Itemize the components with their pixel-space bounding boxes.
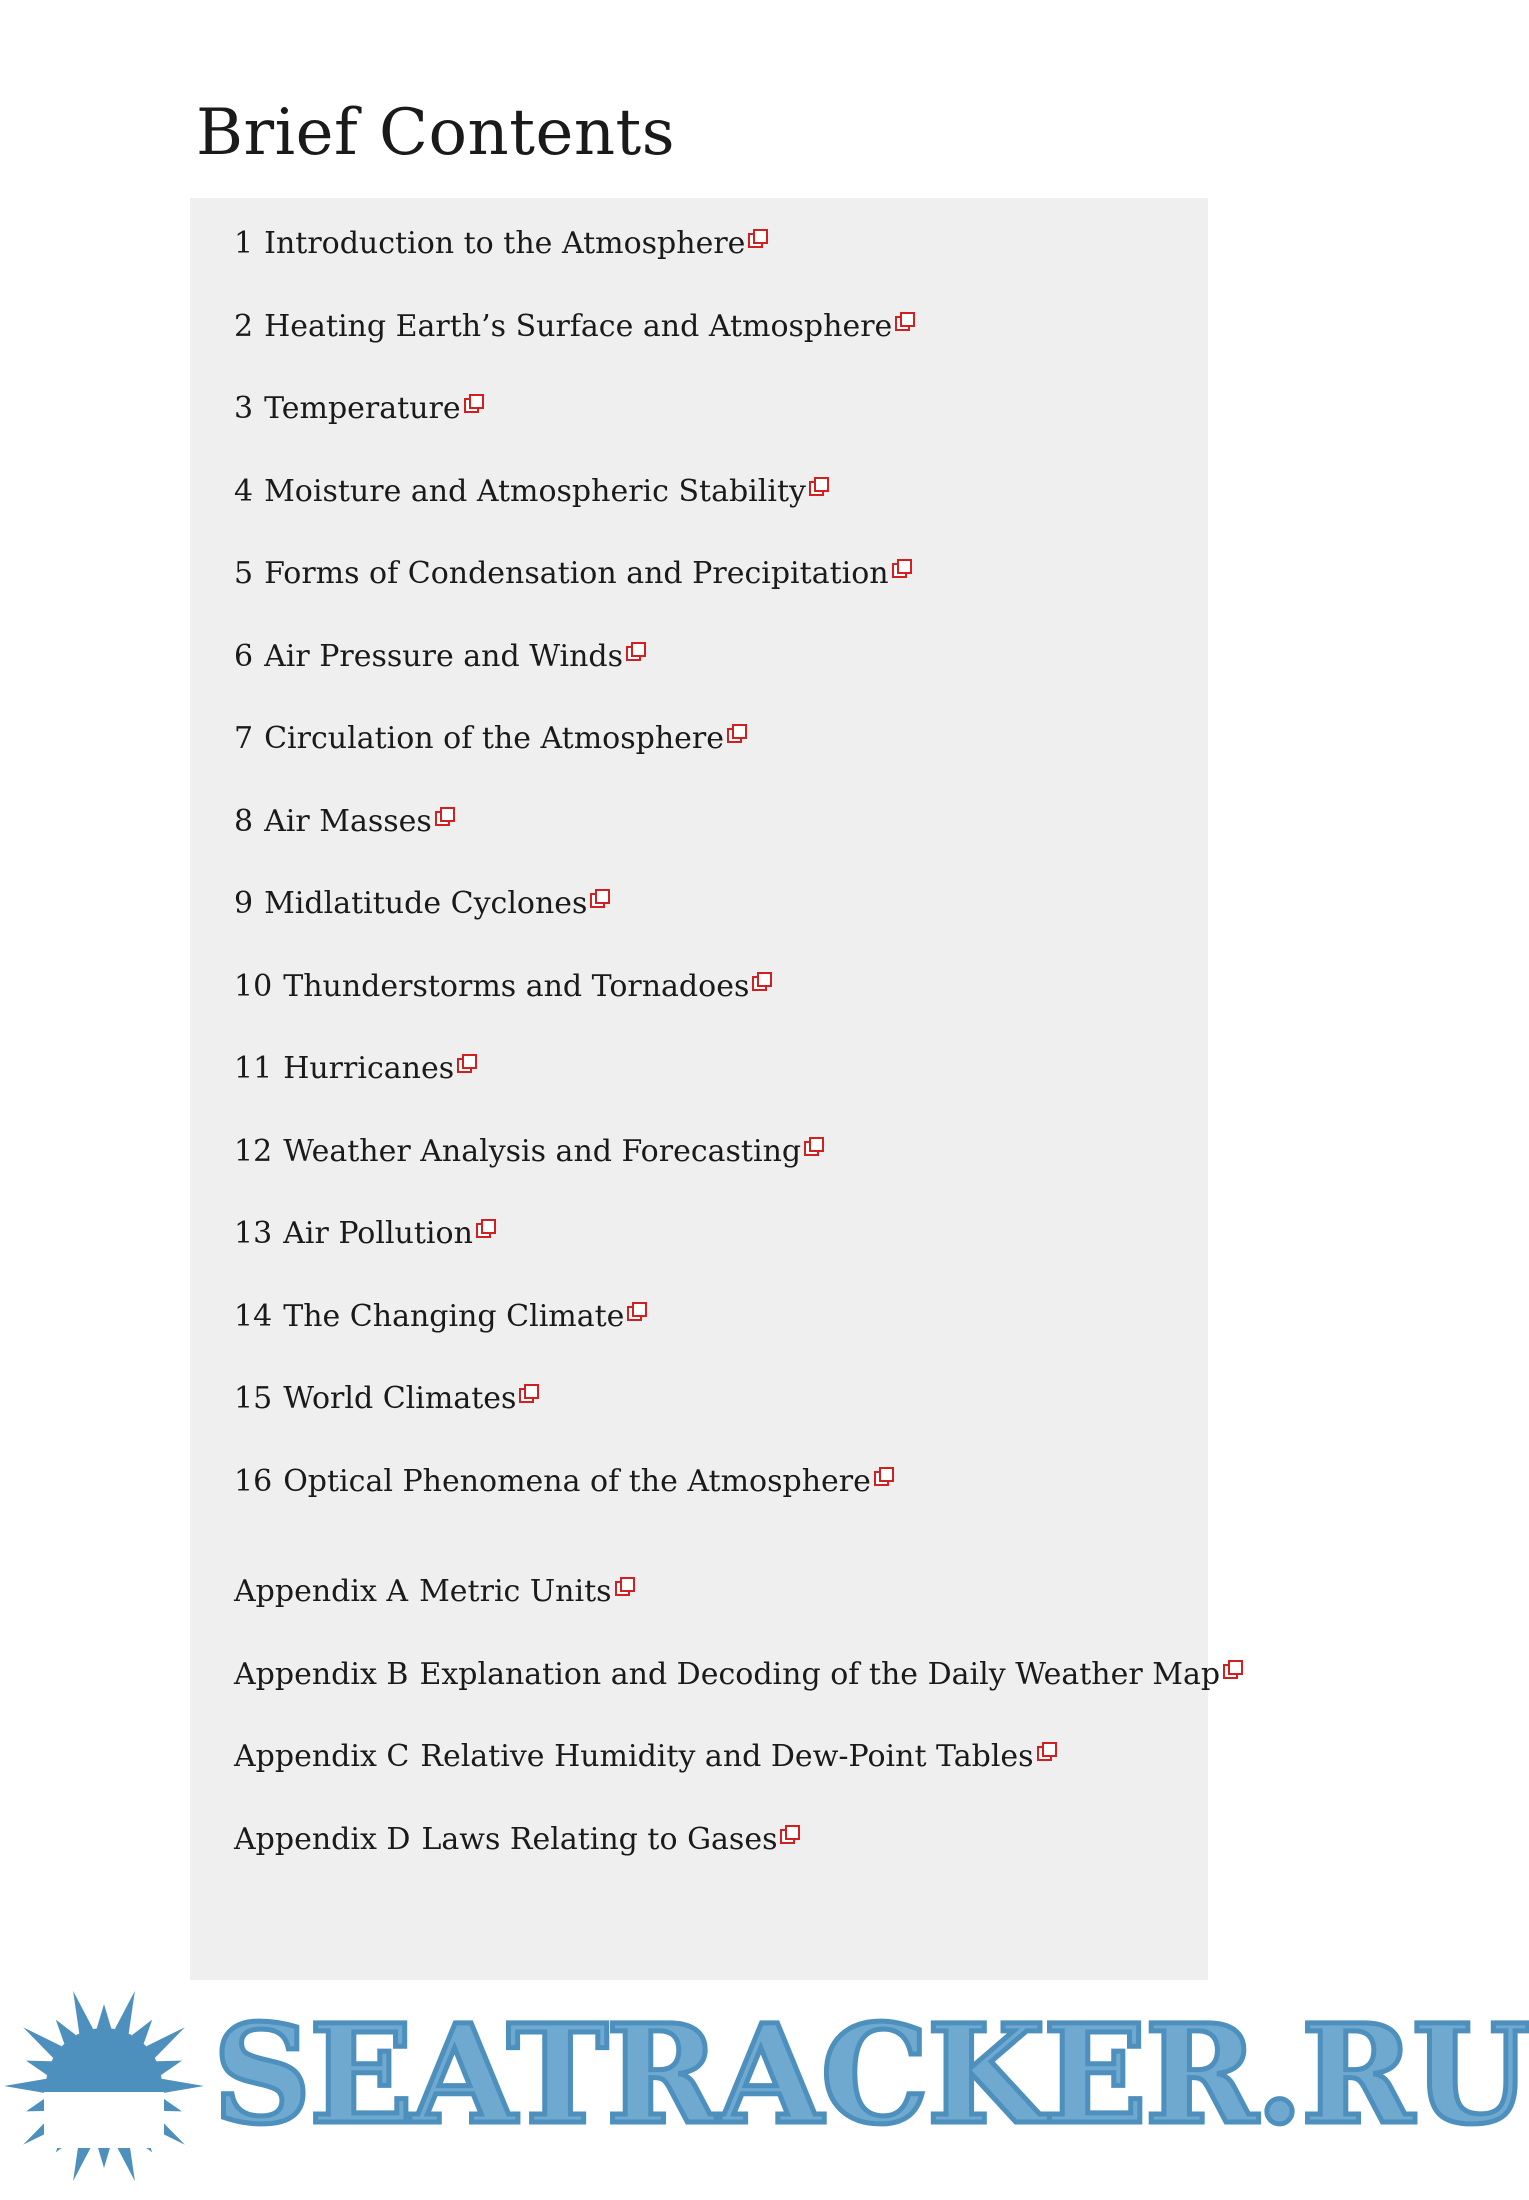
- toc-entry-title: Thunderstorms and Tornadoes: [283, 968, 750, 1004]
- external-link-icon[interactable]: [626, 642, 646, 662]
- toc-entry-title: Heating Earth’s Surface and Atmosphere: [264, 308, 893, 344]
- toc-chapter-link[interactable]: [234, 1462, 894, 1502]
- toc-entry-title: Weather Analysis and Forecasting: [283, 1133, 802, 1169]
- toc-entry-title: World Climates: [283, 1381, 517, 1416]
- toc-entry-title: Metric Units: [419, 1574, 612, 1609]
- external-link-icon[interactable]: [727, 724, 747, 744]
- toc-chapter-link[interactable]: [234, 1297, 647, 1337]
- toc-chapter-link[interactable]: [234, 472, 829, 512]
- toc-chapter-link[interactable]: [234, 967, 772, 1007]
- toc-entry-number: Appendix A: [234, 1574, 409, 1609]
- external-link-icon[interactable]: [476, 1219, 496, 1239]
- toc-entry-number: 6: [234, 638, 254, 674]
- toc-entry-title: Temperature: [264, 391, 461, 426]
- toc-chapter-link[interactable]: [234, 802, 455, 842]
- toc-chapter-link[interactable]: [234, 637, 646, 677]
- sun-ray: [4, 2079, 46, 2094]
- external-link-icon[interactable]: [809, 477, 829, 497]
- toc-chapter-link[interactable]: [234, 884, 610, 924]
- toc-chapter-link[interactable]: [234, 1132, 824, 1172]
- external-link-icon[interactable]: [464, 394, 484, 414]
- external-link-icon[interactable]: [457, 1054, 477, 1074]
- toc-entry-number: 4: [234, 473, 254, 509]
- external-link-icon[interactable]: [519, 1384, 539, 1404]
- sun-ray: [146, 2027, 185, 2058]
- toc-panel: [190, 198, 1221, 1980]
- toc-chapter-link[interactable]: [234, 224, 768, 264]
- toc-entry-number: 15: [234, 1381, 273, 1416]
- toc-chapter-link[interactable]: [234, 1379, 539, 1419]
- toc-chapter-link[interactable]: [234, 307, 915, 347]
- toc-chapter-link[interactable]: [234, 719, 747, 759]
- toc-entry-title: Midlatitude Cyclones: [264, 886, 588, 921]
- toc-entry-title: Air Pollution: [283, 1216, 473, 1251]
- page-title: Brief Contents: [196, 96, 676, 170]
- toc-entry-title: Optical Phenomena of the Atmosphere: [283, 1463, 871, 1499]
- external-link-icon[interactable]: [874, 1467, 894, 1487]
- toc-entry-number: 5: [234, 556, 254, 591]
- toc-entry-number: 1: [234, 226, 254, 261]
- external-link-icon[interactable]: [590, 889, 610, 909]
- external-link-icon[interactable]: [892, 559, 912, 579]
- toc-entry-number: 11: [234, 1051, 273, 1086]
- toc-entry-title: Moisture and Atmospheric Stability: [264, 473, 806, 509]
- toc-entry-number: 8: [234, 803, 254, 839]
- sun-icon: [0, 1991, 214, 2181]
- toc-entry-title: Introduction to the Atmosphere: [264, 226, 746, 261]
- toc-entry-number: Appendix D: [234, 1821, 411, 1857]
- toc-appendix-link[interactable]: [234, 1655, 1243, 1695]
- sun-ray: [115, 1991, 135, 2034]
- toc-entry-number: 10: [234, 968, 273, 1004]
- watermark-text: SEATRACKER.RU: [213, 1995, 1529, 2155]
- external-link-icon[interactable]: [1037, 1742, 1057, 1762]
- toc-entry-number: 12: [234, 1133, 273, 1169]
- external-link-icon[interactable]: [627, 1302, 647, 1322]
- toc-appendix-link[interactable]: [234, 1737, 1057, 1777]
- toc-entry-number: 16: [234, 1463, 273, 1499]
- toc-appendix-link[interactable]: [234, 1572, 635, 1612]
- toc-entry-title: Explanation and Decoding of the Daily Weather Map: [419, 1656, 1221, 1692]
- sun-ray: [23, 2027, 62, 2058]
- toc-entry-number: 7: [234, 721, 254, 756]
- toc-appendix-link[interactable]: [234, 1820, 800, 1860]
- toc-entry-title: Hurricanes: [283, 1051, 455, 1086]
- external-link-icon[interactable]: [1223, 1660, 1243, 1680]
- sun-ray: [162, 2079, 204, 2094]
- external-link-icon[interactable]: [804, 1137, 824, 1157]
- toc-entry-title: Air Masses: [264, 803, 432, 839]
- toc-entry-title: Laws Relating to Gases: [421, 1821, 778, 1857]
- sun-ray: [97, 2004, 112, 2028]
- toc-entry-title: The Changing Climate: [283, 1298, 625, 1334]
- toc-entry-title: Relative Humidity and Dew-Point Tables: [420, 1739, 1034, 1774]
- toc-entry-title: Circulation of the Atmosphere: [264, 721, 724, 756]
- external-link-icon[interactable]: [895, 312, 915, 332]
- external-link-icon[interactable]: [752, 972, 772, 992]
- toc-chapter-link[interactable]: [234, 554, 912, 594]
- toc-chapter-link[interactable]: [234, 389, 484, 429]
- toc-entry-number: 2: [234, 308, 254, 344]
- toc-entry-number: 9: [234, 886, 254, 921]
- toc-entry-number: Appendix C: [234, 1739, 410, 1774]
- toc-entry-number: Appendix B: [234, 1656, 409, 1692]
- toc-chapter-link[interactable]: [234, 1049, 477, 1089]
- external-link-icon[interactable]: [615, 1577, 635, 1597]
- toc-chapter-link[interactable]: [234, 1214, 496, 1254]
- external-link-icon[interactable]: [435, 807, 455, 827]
- sun-ray: [73, 1991, 93, 2034]
- external-link-icon[interactable]: [748, 229, 768, 249]
- toc-entry-title: Air Pressure and Winds: [264, 638, 624, 674]
- toc-entry-number: 13: [234, 1216, 273, 1251]
- external-link-icon[interactable]: [780, 1825, 800, 1845]
- toc-entry-number: 14: [234, 1298, 273, 1334]
- toc-entry-number: 3: [234, 391, 254, 426]
- toc-entry-title: Forms of Condensation and Precipitation: [264, 556, 889, 591]
